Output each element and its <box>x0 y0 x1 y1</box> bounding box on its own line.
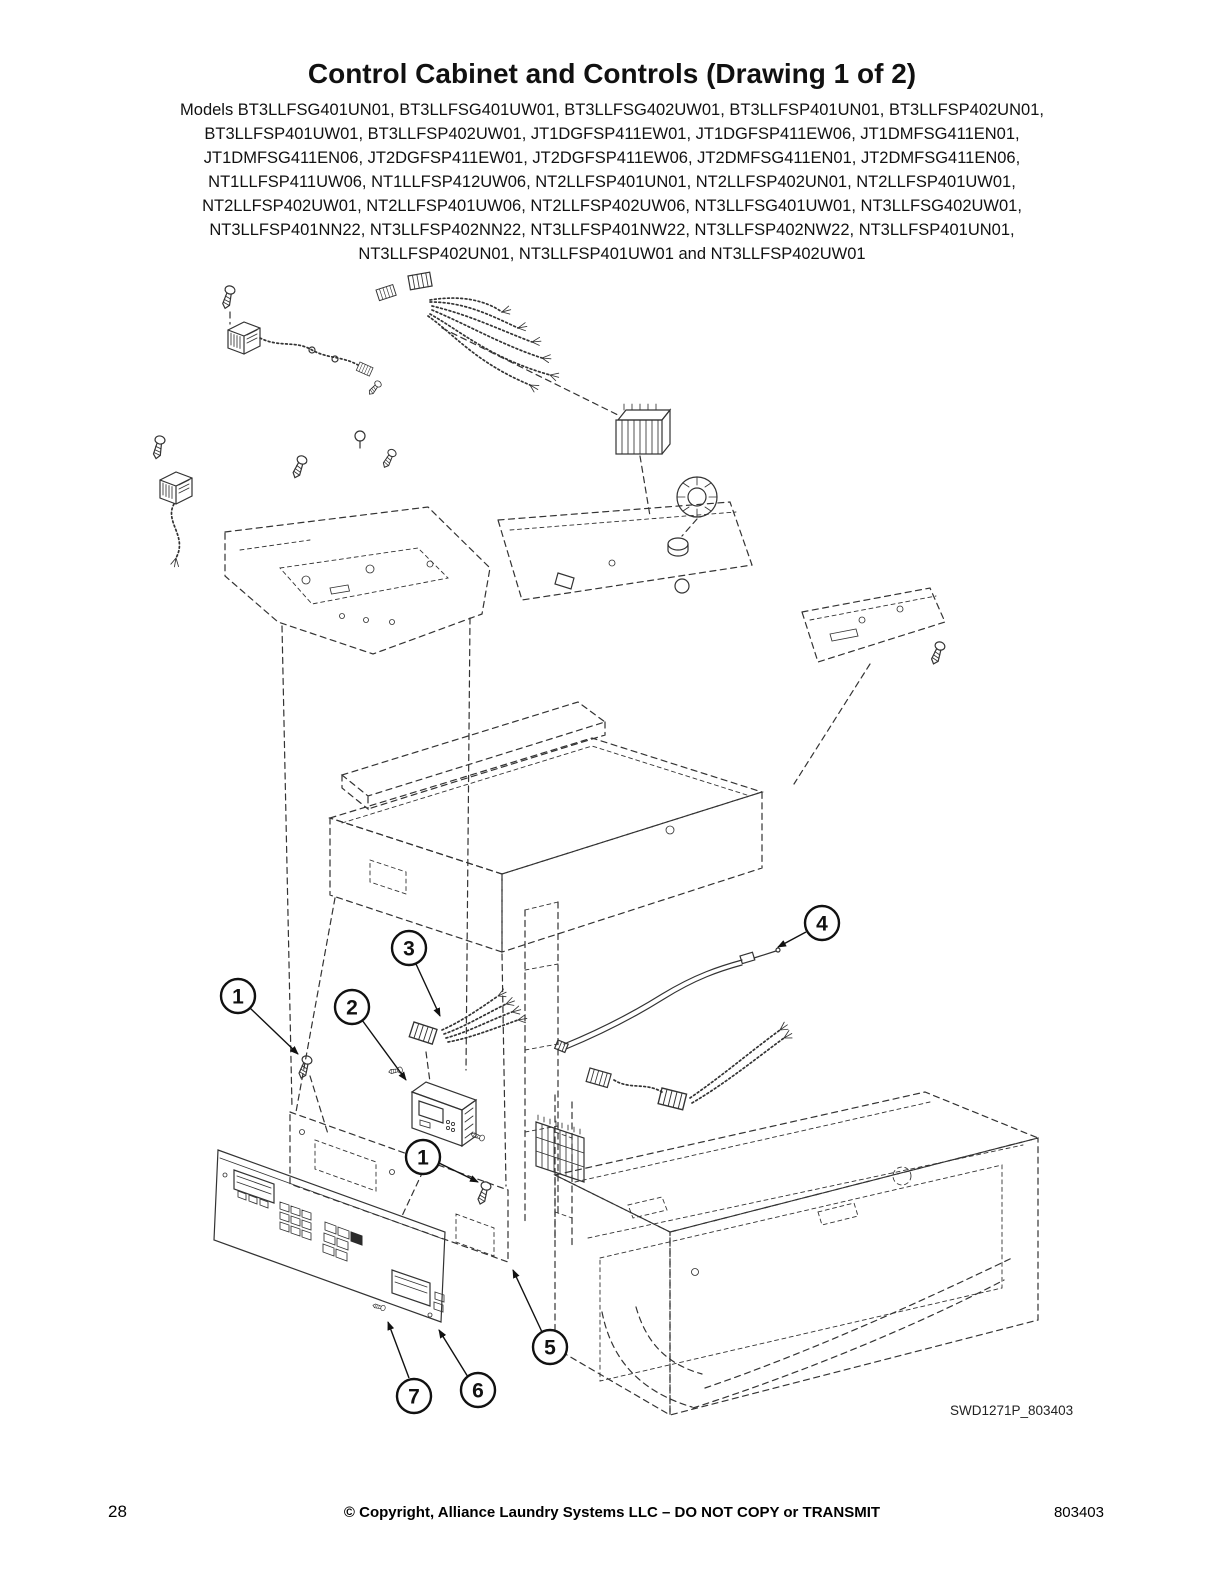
doc-number: 803403 <box>1053 1504 1104 1521</box>
models-line: NT3LLFSP402UN01, NT3LLFSP401UW01 and NT3LLFSP402UW01 <box>358 245 866 263</box>
callout-3 <box>392 931 440 1016</box>
screw-left <box>151 435 166 460</box>
models-line: BT3LLFSP401UW01, BT3LLFSP402UW01, JT1DGFSP411EW01, JT1DGFSP411EW06, JT1DMFSG411EN01, <box>204 125 1020 143</box>
drawing-id: SWD1271P_803403 <box>950 1403 1074 1418</box>
callout-6 <box>439 1330 495 1407</box>
harness-item-3 <box>409 989 527 1082</box>
callout-1b-label: 1 <box>417 1146 429 1170</box>
callout-3-label: 3 <box>403 937 415 961</box>
exploded-view-svg <box>130 270 1110 1430</box>
ribbed-connector <box>536 1115 584 1182</box>
callout-2 <box>335 990 406 1080</box>
callout-6-label: 6 <box>472 1379 484 1403</box>
assembly-guide-line <box>640 456 650 516</box>
models-list <box>0 98 1224 266</box>
copyright-text: © Copyright, Alliance Laundry Systems LLC – DO NOT COPY or TRANSMIT <box>343 1504 881 1521</box>
control-cabinet <box>282 618 762 1222</box>
cable-item-4 <box>555 948 780 1052</box>
callout-7-label: 7 <box>408 1385 420 1409</box>
models-line: JT1DMFSG411EN06, JT2DGFSP411EW01, JT2DGFSP411EW06, JT2DMFSG411EN01, JT2DMFSG411EN06, <box>203 149 1021 167</box>
models-line: NT2LLFSP402UW01, NT2LLFSP401UW06, NT2LLFSP402UW06, NT3LLFSG401UW01, NT3LLFSG402UW01, <box>202 197 1022 215</box>
callout-5-label: 5 <box>544 1336 556 1360</box>
screw-mid <box>290 454 308 479</box>
callout-2-label: 2 <box>346 996 358 1020</box>
page-number: 28 <box>108 1502 127 1521</box>
cabinet-base-frame <box>555 1092 1038 1415</box>
callout-1a-label: 1 <box>232 985 244 1009</box>
center-panel <box>498 502 752 600</box>
rear-bracket <box>794 588 946 784</box>
callout-1b <box>406 1140 478 1182</box>
callout-1a <box>221 979 298 1054</box>
screw-top-left <box>220 285 236 324</box>
models-line: NT1LLFSP411UW06, NT1LLFSP412UW06, NT2LLFSP401UN01, NT2LLFSP402UN01, NT2LLFSP401UW01, <box>208 173 1016 191</box>
models-line: Models BT3LLFSG401UN01, BT3LLFSG401UW01, BT3LLFSG402UW01, BT3LLFSP401UN01, BT3LLFSP402UN01, <box>180 101 1044 119</box>
callout-4-label: 4 <box>816 912 828 936</box>
control-board <box>388 1067 485 1216</box>
cable-clamp <box>355 431 397 469</box>
panel-backplate <box>290 1112 508 1262</box>
transformer-left <box>160 472 192 568</box>
screw-item-1a <box>296 1055 328 1134</box>
wire-harness-top <box>376 272 620 416</box>
control-panel <box>214 1150 445 1322</box>
callout-5 <box>513 1270 567 1364</box>
transformer-top-left <box>228 322 382 396</box>
harness-lower <box>586 1022 794 1110</box>
models-line: NT3LLFSP401NN22, NT3LLFSP402NN22, NT3LLFSP401NW22, NT3LLFSP402NW22, NT3LLFSP401UN01, <box>209 221 1015 239</box>
screw-item-1b <box>475 1181 492 1206</box>
page-title: Control Cabinet and Controls (Drawing 1 of 2) <box>307 58 917 89</box>
mounting-bracket <box>225 507 490 654</box>
page-footer <box>0 1502 1224 1532</box>
exploded-diagram <box>130 270 1110 1430</box>
callout-4 <box>778 906 839 947</box>
terminal-block <box>616 404 670 454</box>
callout-7 <box>388 1322 431 1413</box>
